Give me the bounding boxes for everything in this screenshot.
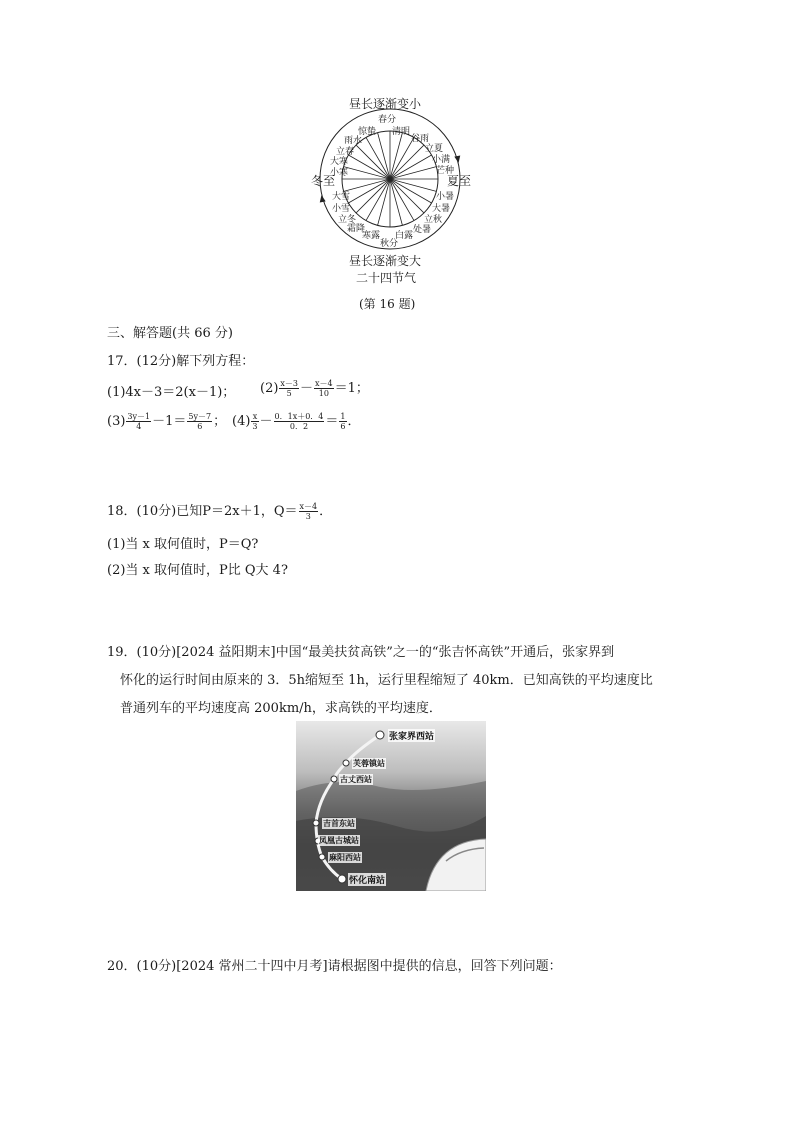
station-dot bbox=[331, 776, 337, 782]
q19-line2: 怀化的运行时间由原来的 3．5h缩短至 1h，运行里程缩短了 40km．已知高铁的平均速度比 bbox=[120, 673, 653, 688]
term-mangzhong: 芒种 bbox=[436, 166, 455, 176]
bottom-label: 昼长逐渐变大 bbox=[349, 254, 422, 268]
station-label: 芙蓉镇站 bbox=[353, 759, 385, 768]
q17-part1: (1)4x－3＝2(x－1)； bbox=[107, 385, 236, 400]
rail-route-photo bbox=[296, 721, 486, 891]
q17-head: 17．(12分)解下列方程： bbox=[107, 354, 255, 369]
wheel-spoke bbox=[344, 167, 390, 179]
q18-sub2: (2)当 x 取何值时，P比 Q大 4? bbox=[107, 563, 288, 578]
q17-p4-frac1: $\frac{x}{3}$ bbox=[252, 412, 258, 431]
term-lichun: 立春 bbox=[336, 147, 355, 157]
term-chunfen: 春分 bbox=[378, 115, 397, 125]
q17-p2-frac2: $\frac{x-4}{10}$ bbox=[315, 379, 333, 398]
q17-part4: (4) $\frac{x}{3}$ － $\frac{0.1x+0.4}{0.2}$ ＝ $\frac{1}{6}$ ． bbox=[232, 412, 361, 431]
term-xiaoman: 小满 bbox=[432, 155, 451, 165]
wheel-spoke bbox=[378, 179, 390, 225]
term-dashu: 大暑 bbox=[432, 204, 451, 214]
station-label: 麻阳西站 bbox=[329, 853, 361, 862]
top-label: 昼长逐渐变小 bbox=[349, 97, 422, 111]
q18-q-frac: $\frac{x-4}{3}$ bbox=[299, 502, 318, 521]
route-map bbox=[296, 721, 486, 891]
q17-p4-frac3: $\frac{1}{6}$ bbox=[340, 412, 346, 431]
wheel-spoke bbox=[390, 133, 402, 179]
station-label: 怀化南站 bbox=[348, 873, 386, 886]
q17-p4-frac2: $\frac{0.1x+0.4}{0.2}$ bbox=[274, 412, 324, 431]
term-lidong: 立冬 bbox=[338, 215, 357, 225]
station-label: 古丈西站 bbox=[340, 775, 372, 784]
wheel-spoke bbox=[344, 179, 390, 191]
station-label: 凤凰古城站 bbox=[319, 836, 359, 845]
wheel-spoke bbox=[390, 179, 402, 225]
q19-line1: 19．(10分)[2024 益阳期末]中国“最美扶贫高铁”之一的“张吉怀高铁”开通后，张家界到 bbox=[107, 645, 615, 660]
q17-p3-frac1: $\frac{3y-1}{4}$ bbox=[127, 412, 151, 431]
q18-head: 18．(10分)已知P＝2x＋1，Q＝ $\frac{x-4}{3}$ ． bbox=[107, 502, 333, 521]
term-shuangjiang: 霜降 bbox=[347, 224, 366, 234]
term-guyu: 谷雨 bbox=[411, 134, 430, 144]
q17-p2-frac1: $\frac{x-3}{5}$ bbox=[280, 379, 299, 398]
q17-part2: (2) $\frac{x-3}{5}$ － $\frac{x-4}{10}$ ＝1； bbox=[260, 379, 369, 398]
q20-line1: 20．(10分)[2024 常州二十四中月考]请根据图中提供的信息，回答下列问题： bbox=[107, 959, 562, 974]
q17-part3: (3) $\frac{3y-1}{4}$ －1＝ $\frac{5y-7}{6}$ ； bbox=[107, 412, 227, 431]
left-label: 冬至 bbox=[311, 174, 336, 188]
q17-p3-frac2: $\frac{5y-7}{6}$ bbox=[188, 412, 212, 431]
station-dot bbox=[319, 854, 325, 860]
station-dot bbox=[338, 875, 346, 883]
term-bailu: 白露 bbox=[395, 231, 414, 241]
station-dot bbox=[343, 760, 349, 766]
term-qingming: 清明 bbox=[392, 127, 411, 137]
section-title: 三、解答题(共 66 分) bbox=[107, 326, 233, 341]
term-xiaohan: 小寒 bbox=[330, 168, 349, 178]
term-lixia: 立夏 bbox=[425, 144, 444, 154]
q19-line3: 普通列车的平均速度高 200km/h，求高铁的平均速度． bbox=[120, 701, 442, 716]
station-label: 张家界西站 bbox=[388, 729, 435, 742]
term-xiaoshu: 小暑 bbox=[436, 192, 455, 202]
term-jingzhe: 惊蛰 bbox=[358, 127, 377, 137]
wheel-spoke bbox=[378, 133, 390, 179]
term-yushui: 雨水 bbox=[344, 136, 363, 146]
term-daxue: 大雪 bbox=[332, 192, 351, 202]
wheel-spoke bbox=[390, 179, 436, 191]
term-qiufen: 秋分 bbox=[380, 239, 399, 249]
station-dot bbox=[313, 820, 319, 826]
station-dot bbox=[376, 731, 384, 739]
right-label: 夏至 bbox=[447, 174, 472, 188]
figure-title: 二十四节气 bbox=[356, 271, 417, 285]
station-label: 吉首东站 bbox=[323, 819, 355, 828]
q18-sub1: (1)当 x 取何值时，P＝Q? bbox=[107, 537, 259, 552]
term-dahan: 大寒 bbox=[330, 157, 349, 167]
term-liqiu: 立秋 bbox=[424, 215, 443, 225]
term-xiaoxue: 小雪 bbox=[332, 204, 351, 214]
wheel-spoke bbox=[390, 167, 436, 179]
term-chushu: 处暑 bbox=[413, 225, 432, 235]
term-hanlu: 寒露 bbox=[362, 231, 381, 241]
figure-caption: (第 16 题) bbox=[359, 297, 416, 311]
